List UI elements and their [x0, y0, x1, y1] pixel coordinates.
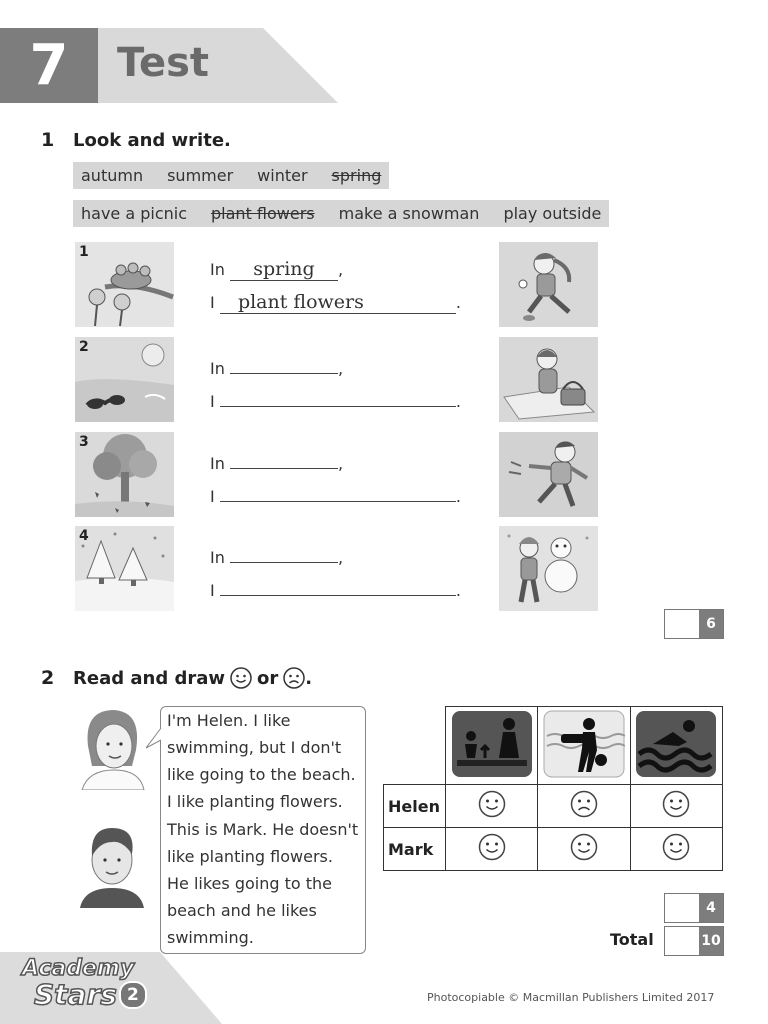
- period: .: [455, 293, 461, 312]
- activity-answer[interactable]: [220, 575, 456, 596]
- text-line: I'm Helen. I like: [167, 711, 291, 730]
- total-label: Total: [610, 930, 654, 949]
- text-line: I like planting flowers.: [167, 792, 343, 811]
- item-number: 1: [79, 244, 89, 260]
- likes-table: [383, 706, 723, 871]
- activity-word: make a snowman: [338, 204, 480, 223]
- text-line: This is Mark. He doesn't: [167, 820, 359, 839]
- score-value: 10: [699, 927, 723, 955]
- picture-winter-snow: [75, 526, 174, 611]
- mark-avatar: [78, 822, 146, 908]
- sentence-in: [210, 448, 343, 473]
- text-line: He likes going to the: [167, 874, 332, 893]
- season-word: summer: [167, 166, 234, 185]
- table-row: [384, 828, 723, 871]
- q1-score-box: [664, 609, 724, 639]
- sentence-in: [210, 258, 343, 281]
- bubble-tail: [146, 728, 162, 750]
- sentence-in: [210, 542, 343, 567]
- sentence-i: [210, 291, 461, 314]
- comma: ,: [337, 260, 344, 279]
- sentence-i: [210, 575, 461, 600]
- q2-title-or: or: [257, 667, 279, 689]
- season-answer[interactable]: spring: [230, 258, 338, 281]
- column-header-beach: [538, 707, 630, 785]
- column-header-planting: [446, 707, 538, 785]
- answer-cell[interactable]: [446, 785, 538, 828]
- text-line: like planting flowers.: [167, 847, 333, 866]
- q2-title-text: Read and draw: [73, 667, 226, 689]
- helen-avatar: [78, 706, 146, 790]
- row-label-mark: Mark: [384, 828, 446, 871]
- beach-icon: [543, 710, 625, 778]
- speech-bubble: [160, 706, 366, 954]
- activity-word-box: [73, 200, 609, 227]
- mark-text: [167, 816, 359, 951]
- activity-word: have a picnic: [81, 204, 188, 223]
- happy-face-icon: [570, 833, 598, 861]
- planting-icon: [451, 710, 533, 778]
- copyright-text: Photocopiable © Macmillan Publishers Limited 2017: [427, 991, 715, 1004]
- sad-face-icon: [570, 790, 598, 818]
- i-label: I: [210, 392, 215, 411]
- q2-number: 2: [41, 667, 55, 689]
- logo-line1: Academy: [22, 956, 135, 981]
- q2-title-end: .: [305, 667, 313, 689]
- happy-face-icon: [662, 833, 690, 861]
- row-label-helen: Helen: [384, 785, 446, 828]
- i-label: I: [210, 487, 215, 506]
- table-corner: [384, 707, 446, 785]
- answer-cell[interactable]: [446, 828, 538, 871]
- picture-autumn-leaves: [75, 432, 174, 517]
- picture-girl-snowman: [499, 526, 598, 611]
- in-label: In: [210, 260, 225, 279]
- activity-answer[interactable]: [220, 481, 456, 502]
- score-entry[interactable]: [665, 610, 699, 638]
- item-number: 3: [79, 434, 89, 450]
- logo-level: 2: [119, 981, 147, 1009]
- in-label: In: [210, 548, 225, 567]
- sentence-i: [210, 481, 461, 506]
- score-value: 4: [699, 894, 723, 922]
- sentence-in: [210, 353, 343, 378]
- text-line: beach and he likes: [167, 901, 317, 920]
- season-word: autumn: [81, 166, 144, 185]
- i-label: I: [210, 581, 215, 600]
- picture-girl-planting: [499, 242, 598, 327]
- happy-face-icon: [478, 833, 506, 861]
- helen-text: [167, 707, 359, 815]
- happy-face-icon: [662, 790, 690, 818]
- happy-face-icon: [478, 790, 506, 818]
- activity-word: play outside: [503, 204, 602, 223]
- happy-face-icon: [230, 667, 252, 689]
- season-word-box: [73, 162, 389, 189]
- season-word: winter: [257, 166, 308, 185]
- sad-face-icon: [283, 667, 305, 689]
- activity-answer[interactable]: [220, 291, 456, 314]
- in-label: In: [210, 359, 225, 378]
- q2-title: [73, 667, 312, 689]
- period: .: [455, 392, 461, 411]
- period: .: [455, 581, 461, 600]
- comma: ,: [337, 359, 344, 378]
- answer-cell[interactable]: [630, 785, 722, 828]
- text-line: swimming.: [167, 928, 254, 947]
- item-number: 2: [79, 339, 89, 355]
- period: .: [455, 487, 461, 506]
- logo-line2: Stars: [34, 978, 117, 1011]
- in-label: In: [210, 454, 225, 473]
- total-score-box: [664, 926, 724, 956]
- answer-cell[interactable]: [538, 785, 630, 828]
- season-word-struck: spring: [331, 166, 382, 185]
- season-answer[interactable]: [230, 542, 338, 563]
- text-line: swimming, but I don't: [167, 738, 342, 757]
- q1-number: 1: [41, 129, 55, 151]
- page-title: Test: [117, 40, 210, 86]
- item-number: 4: [79, 528, 89, 544]
- answer-cell[interactable]: [538, 828, 630, 871]
- text-line: like going to the beach.: [167, 765, 356, 784]
- q1-title: Look and write.: [73, 130, 231, 151]
- i-label: I: [210, 293, 215, 312]
- answer-cell[interactable]: [630, 828, 722, 871]
- season-answer[interactable]: [230, 353, 338, 374]
- season-answer[interactable]: [230, 448, 338, 469]
- column-header-swimming: [630, 707, 722, 785]
- picture-boy-running: [499, 432, 598, 517]
- activity-answer[interactable]: [220, 386, 456, 407]
- table-row: [384, 785, 723, 828]
- sentence-i: [210, 386, 461, 411]
- score-entry[interactable]: [665, 894, 699, 922]
- activity-word-struck: plant flowers: [211, 204, 315, 223]
- q2-score-box: [664, 893, 724, 923]
- swimming-icon: [635, 710, 717, 778]
- comma: ,: [337, 454, 344, 473]
- academy-stars-logo: [22, 958, 172, 1018]
- comma: ,: [337, 548, 344, 567]
- picture-summer-beach: [75, 337, 174, 422]
- unit-number: 7: [0, 28, 98, 103]
- picture-girl-picnic: [499, 337, 598, 422]
- score-entry[interactable]: [665, 927, 699, 955]
- score-value: 6: [699, 610, 723, 638]
- picture-spring-nest: [75, 242, 174, 327]
- activity-answer-text: plant flowers: [237, 291, 364, 313]
